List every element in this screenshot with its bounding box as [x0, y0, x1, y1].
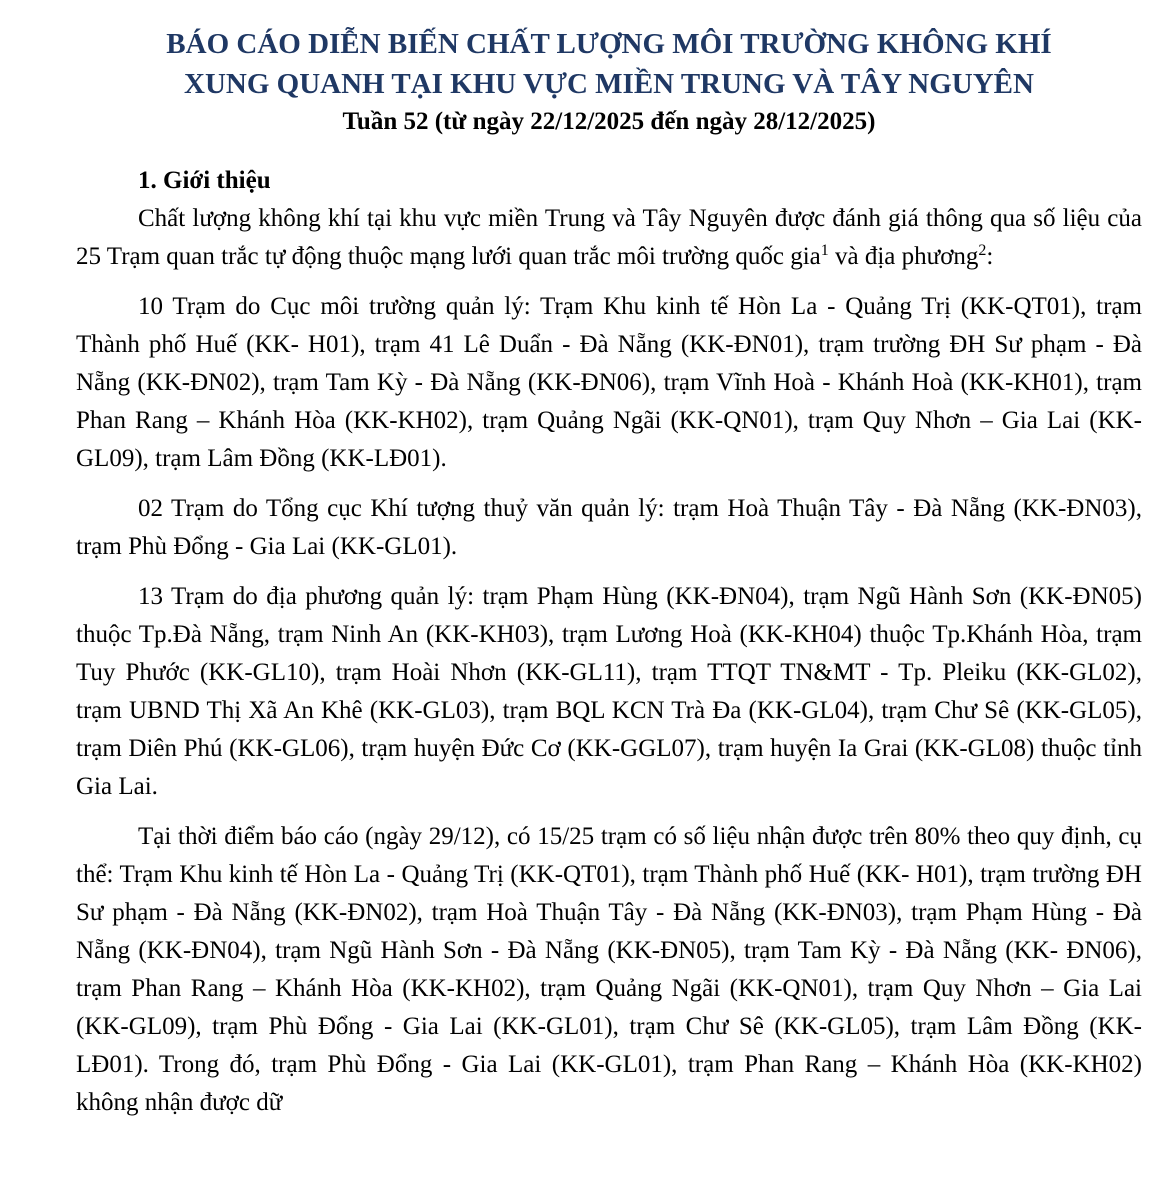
paragraph-ministry-stations: 10 Trạm do Cục môi trường quản lý: Trạm Khu kinh tế Hòn La - Quảng Trị (KK-QT01), trạm Thành phố Huế (KK- H01), trạm 41 Lê Duẩn - Đà Nẵng (KK-ĐN01), trạm trường ĐH Sư phạm - Đà Nẵng (KK-ĐN02), trạm Tam Kỳ - Đà Nẵng (KK-ĐN06), trạm Vĩnh Hoà - Khánh Hoà (KK-KH01), trạm Phan Rang – Khánh Hòa (KK-KH02), trạm Quảng Ngãi (KK-QN01), trạm Quy Nhơn – Gia Lai (KK-GL09), trạm Lâm Đồng (KK-LĐ01). [76, 293, 1142, 472]
report-page [76, 24, 1142, 1134]
intro-paragraph [76, 200, 1142, 276]
report-title-line2: XUNG QUANH TẠI KHU VỰC MIỀN TRUNG VÀ TÂY NGUYÊN [184, 68, 1034, 100]
intro-text-part1: Chất lượng không khí tại khu vực miền Trung và Tây Nguyên được đánh giá thông qua số liệu của 25 Trạm quan trắc tự động thuộc mạng lưới quan trắc môi trường quốc gia [76, 205, 1142, 270]
report-title [76, 24, 1142, 104]
intro-text-part2: và địa phương [828, 243, 979, 270]
footnote-marker-1[interactable]: 1 [820, 242, 829, 259]
paragraph-data-status: Tại thời điểm báo cáo (ngày 29/12), có 15/25 trạm có số liệu nhận được trên 80% theo quy định, cụ thể: Trạm Khu kinh tế Hòn La - Quảng Trị (KK-QT01), trạm Thành phố Huế (KK- H01), trạm trường ĐH Sư phạm - Đà Nẵng (KK-ĐN02), trạm Hoà Thuận Tây - Đà Nẵng (KK-ĐN03), trạm Phạm Hùng - Đà Nẵng (KK-ĐN04), trạm Ngũ Hành Sơn - Đà Nẵng (KK-ĐN05), trạm Tam Kỳ - Đà Nẵng (KK- ĐN06), trạm Phan Rang – Khánh Hòa (KK-KH02), trạm Quảng Ngãi (KK-QN01), trạm Quy Nhơn – Gia Lai (KK-GL09), trạm Phù Đổng - Gia Lai (KK-GL01), trạm Chư Sê (KK-GL05), trạm Lâm Đồng (KK-LĐ01). Trong đó, trạm Phù Đổng - Gia Lai (KK-GL01), trạm Phan Rang – Khánh Hòa (KK-KH02) không nhận được dữ [76, 823, 1142, 1116]
footnote-marker-2[interactable]: 2 [978, 242, 987, 259]
section-heading-introduction: 1. Giới thiệu [138, 167, 271, 194]
report-subtitle: Tuần 52 (từ ngày 22/12/2025 đến ngày 28/12/2025) [342, 108, 876, 135]
paragraph-hydromet-stations: 02 Trạm do Tổng cục Khí tượng thuỷ văn quản lý: trạm Hoà Thuận Tây - Đà Nẵng (KK-ĐN03), trạm Phù Đổng - Gia Lai (KK-GL01). [76, 495, 1142, 560]
paragraph-local-stations: 13 Trạm do địa phương quản lý: trạm Phạm Hùng (KK-ĐN04), trạm Ngũ Hành Sơn (KK-ĐN05) thuộc Tp.Đà Nẵng, trạm Ninh An (KK-KH03), trạm Lương Hoà (KK-KH04) thuộc Tp.Khánh Hòa, trạm Tuy Phước (KK-GL10), trạm Hoài Nhơn (KK-GL11), trạm TTQT TN&MT - Tp. Pleiku (KK-GL02), trạm UBND Thị Xã An Khê (KK-GL03), trạm BQL KCN Trà Đa (KK-GL04), trạm Chư Sê (KK-GL05), trạm Diên Phú (KK-GL06), trạm huyện Đức Cơ (KK-GGL07), trạm huyện Ia Grai (KK-GL08) thuộc tỉnh Gia Lai. [76, 583, 1142, 800]
report-title-line1: BÁO CÁO DIỄN BIẾN CHẤT LƯỢNG MÔI TRƯỜNG KHÔNG KHÍ [166, 28, 1052, 60]
intro-text-part3: : [986, 243, 994, 270]
